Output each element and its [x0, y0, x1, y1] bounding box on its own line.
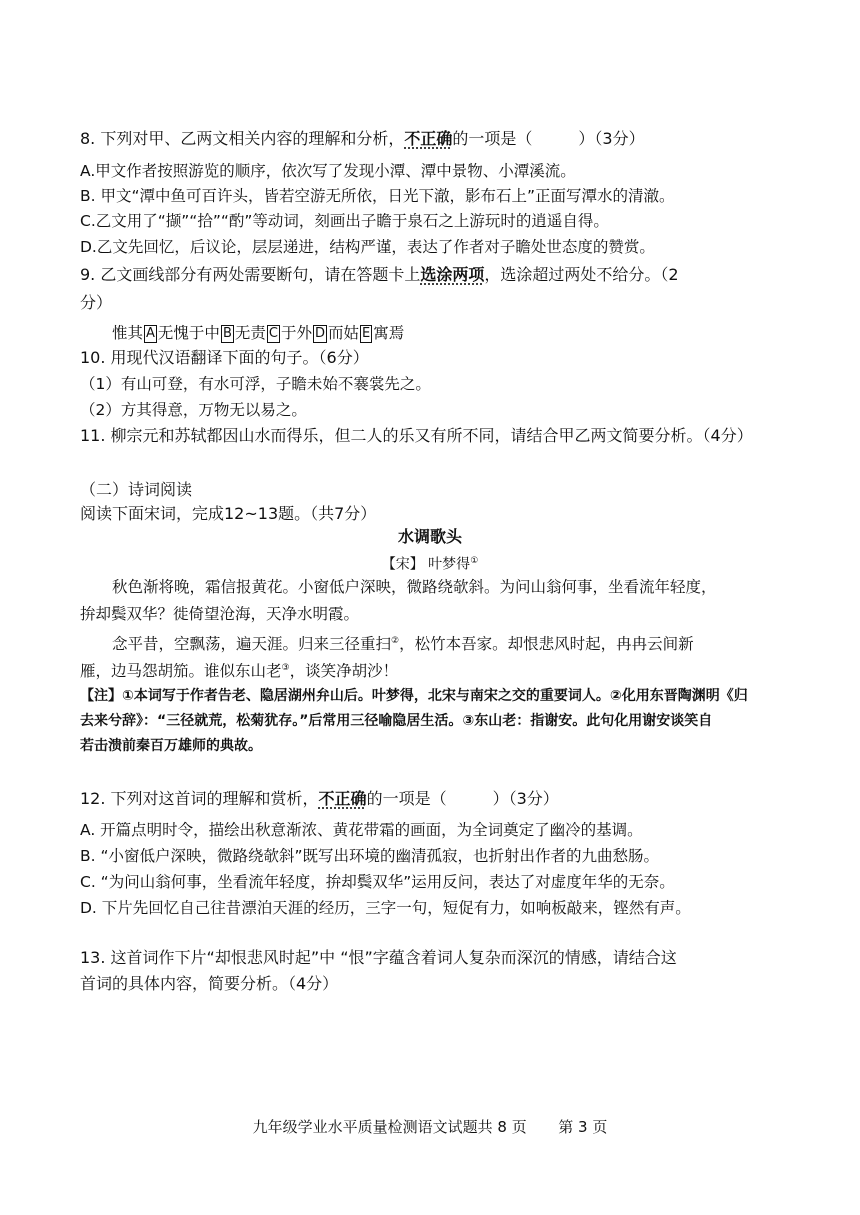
footer-page-number: 第 3 页: [558, 1118, 608, 1136]
q10-item-2: （2）方其得意，万物无以易之。: [80, 401, 307, 419]
section-heading: （二）诗词阅读: [80, 480, 193, 499]
q9-seg: 无愧于中: [157, 324, 220, 342]
footer-exam-info: 九年级学业水平质量检测语文试题共 8 页: [252, 1118, 527, 1136]
q9-stem-text: 9. 乙文画线部分有两处需要断句，请在答题卡上: [80, 265, 421, 284]
note-marker-1: ①: [470, 556, 479, 566]
q9-mark-c[interactable]: C: [268, 326, 278, 341]
poem-stanza1-line2: 拚却鬓双华？徙倚望沧海，天净水明霞。: [80, 605, 360, 623]
q12-option-c: C. “为问山翁何事，坐看流年轻度，拚却鬓双华”运用反问，表达了对虚度年华的无奈。: [80, 873, 675, 891]
q9-mark-e[interactable]: E: [362, 326, 371, 341]
q9-stem-line2: 分）: [80, 293, 113, 312]
q8-stem: [80, 126, 780, 152]
q9-emphasis: 选涂两项: [420, 265, 485, 284]
q10-stem: 10. 用现代汉语翻译下面的句子。（6分）: [80, 348, 369, 367]
q9-seg: 无责: [234, 324, 266, 342]
q9-stem: [80, 262, 780, 288]
q8-option-c: C.乙文用了“撷”“拾”“酌”等动词，刻画出子瞻于泉石之上游玩时的逍遥自得。: [80, 212, 609, 230]
poem-stanza2-line1: [112, 628, 782, 657]
page-footer: [0, 1116, 860, 1137]
q9-mark-d[interactable]: D: [314, 326, 325, 341]
q13-stem-line2: 首词的具体内容，简要分析。（4分）: [80, 974, 339, 993]
poem-stanza1-line1: 秋色渐将晚，霜信报黄花。小窗低户深映，微路绕欹斜。为问山翁何事，坐看流年轻度，: [112, 578, 717, 596]
annotation-line3: 若击溃前秦百万雄师的典故。: [80, 738, 262, 754]
q9-mark-b[interactable]: B: [222, 326, 232, 341]
q8-option-a: A.甲文作者按照游览的顺序，依次写了发现小潭、潭中景物、小潭溪流。: [80, 162, 576, 180]
q9-seg: 寓焉: [373, 324, 405, 342]
q9-seg: 于外: [280, 324, 312, 342]
annotation-line2: 去来兮辞》：“三径就荒，松菊犹存。”后常用三径喻隐居生活。③东山老：指谢安。此句化用谢安谈笑自: [80, 713, 713, 729]
q8-option-b: B. 甲文“潭中鱼可百许头，皆若空游无所依，日光下澈，影布石上”正面写潭水的清澈。: [80, 187, 675, 205]
poem-text: 雁，边马怨胡笳。谁似东山老: [80, 662, 282, 681]
poem-author-name: 【宋】 叶梦得: [381, 556, 471, 573]
q12-emphasis: 不正确: [318, 789, 367, 808]
q8-stem-text: 8. 下列对甲、乙两文相关内容的理解和分析，: [80, 129, 405, 148]
q9-seg: 惟其: [112, 324, 144, 342]
poem-text: 念平昔，空飘荡，遍天涯。归来三径重扫: [112, 635, 392, 654]
q8-option-d: D.乙文先回忆，后议论，层层递进，结构严谨，表达了作者对子瞻处世态度的赞赏。: [80, 238, 655, 256]
q11-stem: 11. 柳宗元和苏轼都因山水而得乐，但二人的乐又有所不同，请结合甲乙两文简要分析。（4分）: [80, 426, 753, 445]
q9-seg: 而姑: [327, 324, 359, 342]
q9-sentence: [112, 320, 812, 346]
q8-stem-suffix: 的一项是（: [452, 129, 533, 148]
poem-stanza2-line2: [80, 655, 780, 684]
q10-item-1: （1）有山可登，有水可浮，子瞻未始不褰裳先之。: [80, 375, 431, 393]
poem-title: 水调歌头: [397, 527, 462, 546]
q9-stem-suffix: ，选涂超过两处不给分。（2: [484, 265, 679, 284]
poem-text: ，松竹本吾家。却恨悲风时起，冉冉云间新: [399, 635, 694, 654]
q12-stem-suffix: 的一项是（: [366, 789, 447, 808]
q12-option-a: A. 开篇点明时令，描绘出秋意渐浓、黄花带霜的画面，为全词奠定了幽冷的基调。: [80, 821, 643, 839]
note-marker-3: ③: [281, 663, 290, 673]
q12-option-d: D. 下片先回忆自己往昔漂泊天涯的经历，三字一句，短促有力，如响板敲来，铿然有声。: [80, 899, 691, 917]
q12-score: ）（3分）: [492, 789, 559, 808]
q12-stem: [80, 786, 780, 812]
q12-option-b: B. “小窗低户深映，微路绕欹斜”既写出环境的幽清孤寂，也折射出作者的九曲愁肠。: [80, 847, 660, 865]
section-intro: 阅读下面宋词，完成12~13题。（共7分）: [80, 504, 377, 523]
q9-mark-a[interactable]: A: [146, 326, 155, 341]
poem-text: ，谈笑净胡沙！: [289, 662, 399, 681]
annotation-line1: 【注】①本词写于作者告老、隐居湖州弁山后。叶梦得，北宋与南宋之交的重要词人。②化用东晋陶渊明《归: [80, 688, 748, 704]
q8-emphasis: 不正确: [404, 129, 453, 148]
note-marker-2: ②: [391, 636, 400, 646]
q12-stem-text: 12. 下列对这首词的理解和赏析，: [80, 789, 319, 808]
q8-score: ）（3分）: [578, 129, 645, 148]
q13-stem-line1: 13. 这首词作下片“却恨悲风时起”中 “恨”字蕴含着词人复杂而深沉的情感，请结合这: [80, 948, 677, 967]
